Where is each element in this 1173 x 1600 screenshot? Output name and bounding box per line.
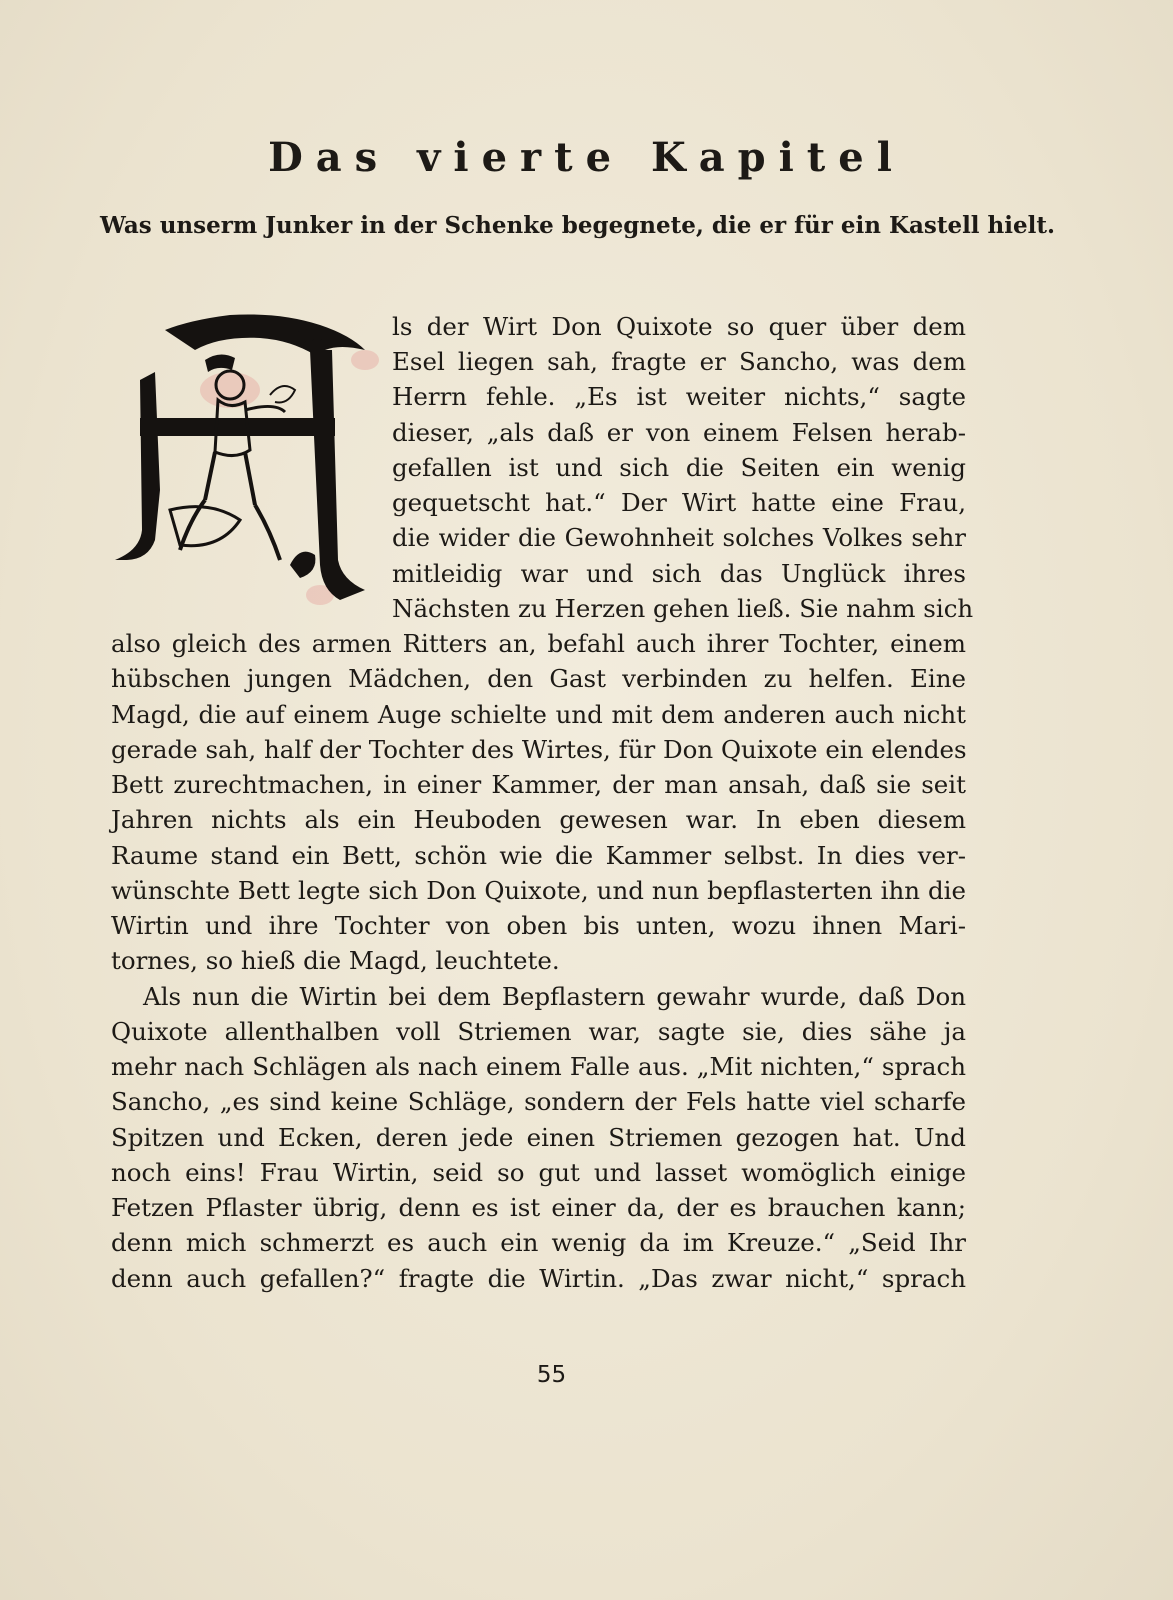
body-line: Wirtin und ihre Tochter von oben bis unten, wozu ihnen Mari- xyxy=(111,911,966,940)
body-line: wünschte Bett legte sich Don Quixote, und nun bepflasterten ihn die xyxy=(111,876,966,905)
body-line: noch eins! Frau Wirtin, seid so gut und lasset womöglich einige xyxy=(111,1158,966,1187)
woodcut-drop-cap-a-icon xyxy=(110,310,390,620)
body-line: tornes, so hieß die Magd, leuchtete. xyxy=(111,946,560,975)
body-line: Nächsten zu Herzen gehen ließ. Sie nahm sich xyxy=(392,594,974,623)
chapter-subtitle: Was unserm Junker in der Schenke begegnete, die er für ein Kastell hielt. xyxy=(100,212,1056,239)
body-line: Raume stand ein Bett, schön wie die Kammer selbst. In dies ver- xyxy=(111,841,966,870)
body-line: denn mich schmerzt es auch ein wenig da im Kreuze.“ „Seid Ihr xyxy=(111,1228,966,1257)
body-line: Sancho, „es sind keine Schläge, sondern der Fels hatte viel scharfe xyxy=(111,1087,966,1116)
body-line: ls der Wirt Don Quixote so quer über dem xyxy=(392,312,966,341)
body-line: gerade sah, half der Tochter des Wirtes, für Don Quixote ein elendes xyxy=(111,735,967,764)
body-line: dieser, „als daß er von einem Felsen herab- xyxy=(392,418,966,447)
body-line: Herrn fehle. „Es ist weiter nichts,“ sagte xyxy=(392,382,966,411)
body-line: Fetzen Pflaster übrig, denn es ist einer da, der es brauchen kann; xyxy=(111,1193,966,1222)
body-line: Bett zurechtmachen, in einer Kammer, der man ansah, daß sie seit xyxy=(111,770,966,799)
body-line: Jahren nichts als ein Heuboden gewesen war. In eben diesem xyxy=(111,805,966,834)
body-line: Quixote allenthalben voll Striemen war, sagte sie, dies sähe ja xyxy=(111,1017,966,1046)
body-line: mehr nach Schlägen als nach einem Falle aus. „Mit nichten,“ sprach xyxy=(111,1052,966,1081)
body-line: Als nun die Wirtin bei dem Bepflastern gewahr wurde, daß Don xyxy=(143,982,966,1011)
chapter-title: Das vierte Kapitel xyxy=(268,134,905,181)
page-number: 55 xyxy=(536,1362,567,1388)
body-line: Spitzen und Ecken, deren jede einen Striemen gezogen hat. Und xyxy=(111,1123,966,1152)
body-line: Magd, die auf einem Auge schielte und mit dem anderen auch nicht xyxy=(111,700,966,729)
body-line: Esel liegen sah, fragte er Sancho, was dem xyxy=(392,347,966,376)
body-line: also gleich des armen Ritters an, befahl auch ihrer Tochter, einem xyxy=(111,629,966,658)
body-line: denn auch gefallen?“ fragte die Wirtin. „Das zwar nicht,“ sprach xyxy=(111,1264,966,1293)
body-line: mitleidig war und sich das Unglück ihres xyxy=(392,559,966,588)
body-line: hübschen jungen Mädchen, den Gast verbinden zu helfen. Eine xyxy=(111,664,966,693)
body-line: die wider die Gewohnheit solches Volkes sehr xyxy=(392,523,966,552)
body-line: gefallen ist und sich die Seiten ein wenig xyxy=(392,453,966,482)
body-line: gequetscht hat.“ Der Wirt hatte eine Frau, xyxy=(392,488,966,517)
